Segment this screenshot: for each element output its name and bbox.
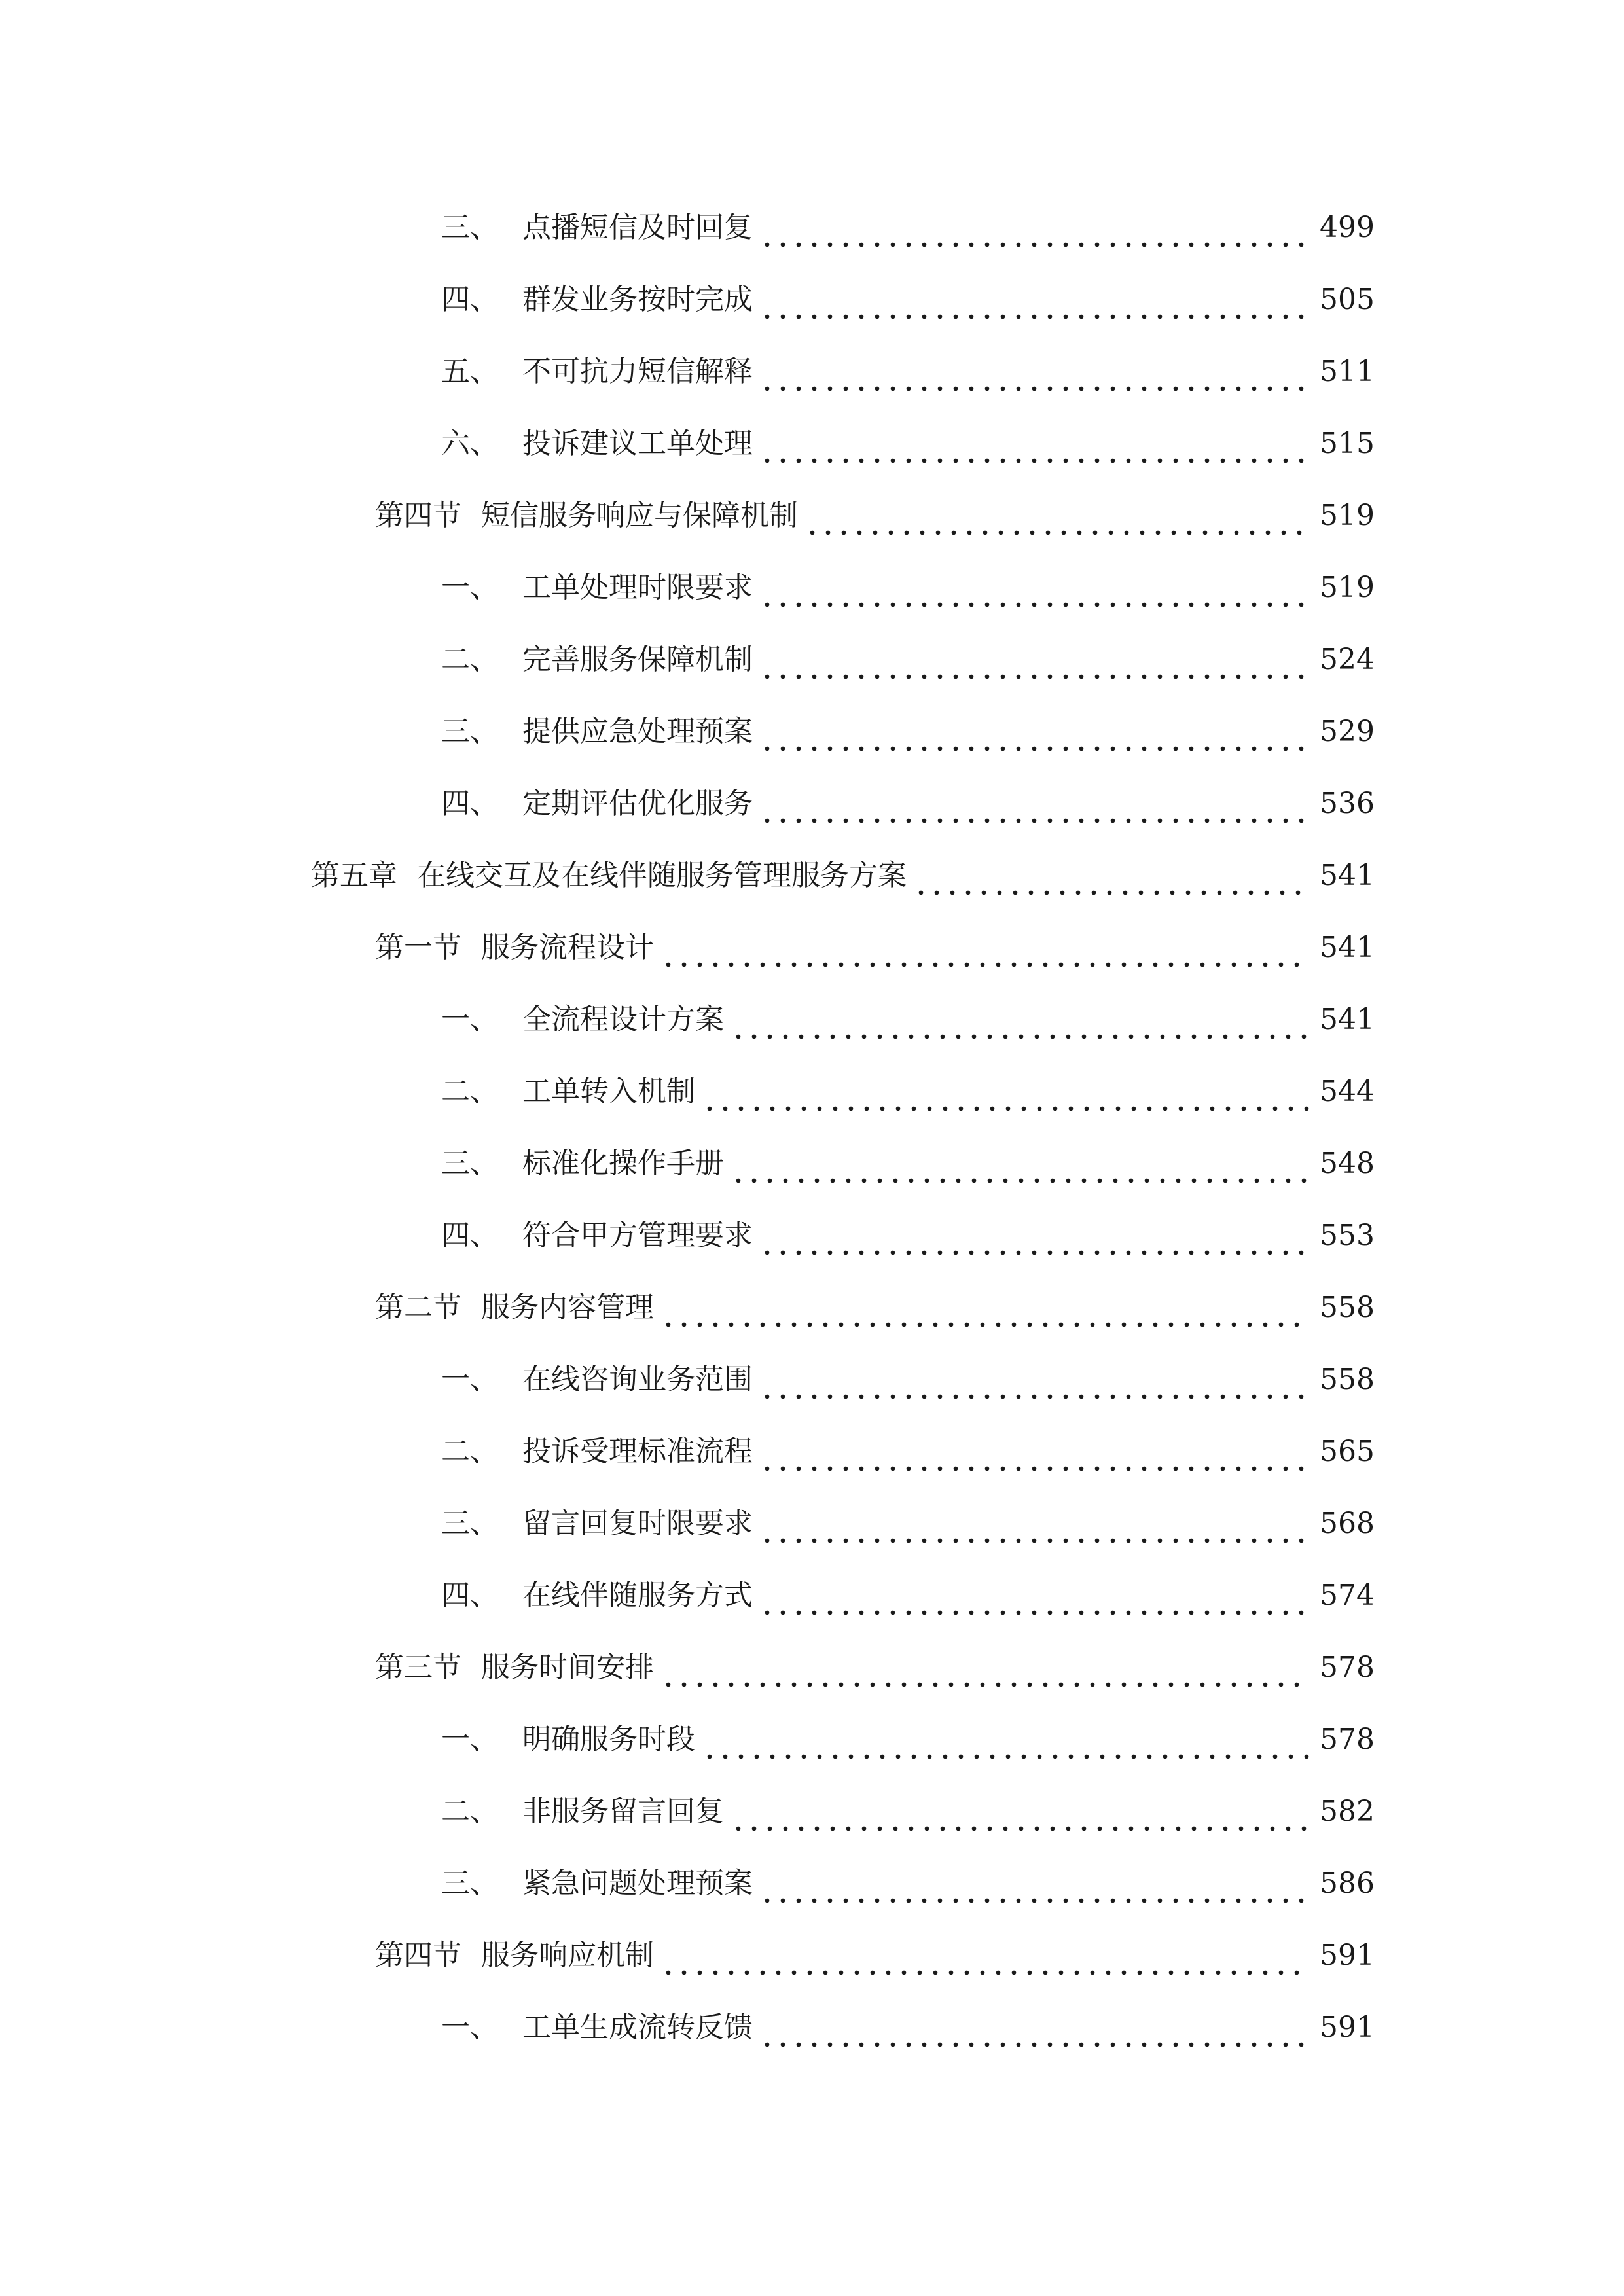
toc-entry-number: 第三节 [375, 1651, 461, 1684]
toc-entry-number: 三、 [441, 1507, 499, 1540]
dot-leader [660, 1929, 1310, 1982]
toc-entry-page: 524 [1320, 643, 1375, 676]
toc-entry[interactable] [441, 274, 1375, 326]
toc-entry-page: 511 [1320, 355, 1375, 388]
dot-leader [759, 562, 1310, 614]
toc-entry-number: 二、 [441, 1435, 499, 1468]
toc-entry-page: 541 [1320, 859, 1375, 892]
dot-leader [759, 634, 1310, 686]
toc-entry-title: 定期评估优化服务 [522, 787, 753, 820]
toc-entry-title: 群发业务按时完成 [522, 283, 753, 316]
toc-entry-title: 投诉受理标准流程 [522, 1435, 753, 1468]
toc-entry-title: 标准化操作手册 [522, 1147, 724, 1180]
toc-entry[interactable] [441, 1426, 1375, 1478]
toc-entry[interactable] [441, 778, 1375, 830]
toc-entry-number: 一、 [441, 571, 499, 604]
toc-entry-number: 第二节 [375, 1291, 461, 1324]
toc-entry[interactable] [375, 1282, 1375, 1334]
toc-entry-title: 提供应急处理预案 [522, 715, 753, 748]
toc-entry[interactable] [441, 994, 1375, 1046]
toc-entry-title: 投诉建议工单处理 [522, 427, 753, 460]
dot-leader [759, 778, 1310, 830]
dot-leader [759, 706, 1310, 758]
toc-entry[interactable] [375, 922, 1375, 974]
toc-entry-title: 在线咨询业务范围 [522, 1363, 753, 1396]
toc-entry[interactable] [375, 1929, 1375, 1982]
dot-leader [731, 1785, 1310, 1838]
toc-entry-page: 544 [1320, 1075, 1375, 1108]
toc-entry-number: 三、 [441, 1147, 499, 1180]
toc-entry-page: 505 [1320, 283, 1375, 316]
toc-entry-title: 在线交互及在线伴随服务管理服务方案 [417, 859, 907, 892]
toc-entry-title: 明确服务时段 [522, 1723, 695, 1756]
toc-entry[interactable] [441, 1498, 1375, 1550]
dot-leader [731, 994, 1310, 1046]
toc-entry[interactable] [441, 1210, 1375, 1262]
toc-entry-title: 符合甲方管理要求 [522, 1219, 753, 1252]
toc-entry[interactable] [441, 706, 1375, 758]
toc-entry-page: 541 [1320, 1003, 1375, 1036]
toc-entry-number: 六、 [441, 427, 499, 460]
toc-entry[interactable] [441, 1785, 1375, 1838]
toc-entry-number: 一、 [441, 1723, 499, 1756]
toc-entry-page: 515 [1320, 427, 1375, 460]
toc-entry-page: 529 [1320, 715, 1375, 748]
toc-entry-number: 四、 [441, 1219, 499, 1252]
dot-leader [759, 418, 1310, 470]
dot-leader [759, 1857, 1310, 1910]
toc-entry-number: 一、 [441, 1003, 499, 1036]
toc-entry-number: 四、 [441, 283, 499, 316]
toc-entry-number: 五、 [441, 355, 499, 388]
toc-entry[interactable] [375, 1641, 1375, 1694]
toc-entry-title: 服务时间安排 [481, 1651, 654, 1684]
toc-entry-number: 二、 [441, 1075, 499, 1108]
toc-entry-page: 541 [1320, 931, 1375, 964]
dot-leader [660, 922, 1310, 974]
dot-leader [913, 850, 1310, 902]
toc-entry-title: 服务内容管理 [481, 1291, 654, 1324]
toc-entry-page: 499 [1320, 211, 1375, 244]
toc-entry-number: 四、 [441, 1579, 499, 1612]
dot-leader [759, 2001, 1310, 2054]
toc-entry-page: 591 [1320, 2011, 1375, 2044]
toc-entry-page: 582 [1320, 1795, 1375, 1828]
toc-entry[interactable] [441, 202, 1375, 254]
toc-entry[interactable] [441, 1138, 1375, 1190]
toc-entry[interactable] [441, 1713, 1375, 1766]
toc-entry-title: 全流程设计方案 [522, 1003, 724, 1036]
toc-entry[interactable] [311, 850, 1375, 902]
toc-entry-title: 不可抗力短信解释 [522, 355, 753, 388]
toc-entry-number: 第四节 [375, 1939, 461, 1972]
dot-leader [731, 1138, 1310, 1190]
toc-entry-page: 519 [1320, 499, 1375, 532]
dot-leader [660, 1282, 1310, 1334]
dot-leader [759, 1210, 1310, 1262]
toc-entry[interactable] [441, 1570, 1375, 1622]
toc-entry-page: 586 [1320, 1867, 1375, 1900]
toc-entry-page: 558 [1320, 1363, 1375, 1396]
dot-leader [804, 490, 1310, 542]
dot-leader [759, 1426, 1310, 1478]
dot-leader [759, 346, 1310, 398]
toc-entry[interactable] [441, 562, 1375, 614]
toc-entry-title: 工单生成流转反馈 [522, 2011, 753, 2044]
toc-entry-number: 三、 [441, 715, 499, 748]
toc-entry-title: 工单处理时限要求 [522, 571, 753, 604]
toc-entry[interactable] [441, 1354, 1375, 1406]
toc-entry-title: 短信服务响应与保障机制 [481, 499, 798, 532]
toc-entry-page: 565 [1320, 1435, 1375, 1468]
toc-entry-title: 服务流程设计 [481, 931, 654, 964]
toc-entry[interactable] [441, 1857, 1375, 1910]
toc-entry-number: 二、 [441, 1795, 499, 1828]
dot-leader [759, 202, 1310, 254]
toc-entry[interactable] [441, 634, 1375, 686]
toc-entry[interactable] [441, 346, 1375, 398]
toc-entry-number: 四、 [441, 787, 499, 820]
toc-entry-number: 第一节 [375, 931, 461, 964]
dot-leader [702, 1713, 1310, 1766]
toc-entry-title: 点播短信及时回复 [522, 211, 753, 244]
toc-entry-page: 548 [1320, 1147, 1375, 1180]
dot-leader [702, 1066, 1310, 1118]
dot-leader [759, 274, 1310, 326]
toc-entry-page: 591 [1320, 1939, 1375, 1972]
toc-entry-page: 558 [1320, 1291, 1375, 1324]
toc-entry-title: 在线伴随服务方式 [522, 1579, 753, 1612]
dot-leader [759, 1354, 1310, 1406]
toc-entry-number: 二、 [441, 643, 499, 676]
toc-entry-page: 553 [1320, 1219, 1375, 1252]
toc-entry[interactable] [441, 1066, 1375, 1118]
toc-entry-page: 578 [1320, 1651, 1375, 1684]
toc-entry[interactable] [441, 2001, 1375, 2054]
toc-entry-number: 三、 [441, 211, 499, 244]
dot-leader [759, 1570, 1310, 1622]
toc-entry-title: 紧急问题处理预案 [522, 1867, 753, 1900]
toc-entry-page: 536 [1320, 787, 1375, 820]
toc-entry[interactable] [441, 418, 1375, 470]
toc-entry[interactable] [375, 490, 1375, 542]
toc-entry-number: 第五章 [311, 859, 397, 892]
toc-entry-page: 519 [1320, 571, 1375, 604]
toc-entry-title: 完善服务保障机制 [522, 643, 753, 676]
toc-entry-title: 留言回复时限要求 [522, 1507, 753, 1540]
toc-entry-number: 一、 [441, 2011, 499, 2044]
toc-entry-title: 工单转入机制 [522, 1075, 695, 1108]
toc-entry-page: 578 [1320, 1723, 1375, 1756]
dot-leader [660, 1641, 1310, 1694]
dot-leader [759, 1498, 1310, 1550]
toc-entry-number: 第四节 [375, 499, 461, 532]
toc-entry-page: 568 [1320, 1507, 1375, 1540]
toc-entry-page: 574 [1320, 1579, 1375, 1612]
toc-entry-number: 三、 [441, 1867, 499, 1900]
toc-entry-title: 服务响应机制 [481, 1939, 654, 1972]
toc-entry-number: 一、 [441, 1363, 499, 1396]
toc-entry-title: 非服务留言回复 [522, 1795, 724, 1828]
